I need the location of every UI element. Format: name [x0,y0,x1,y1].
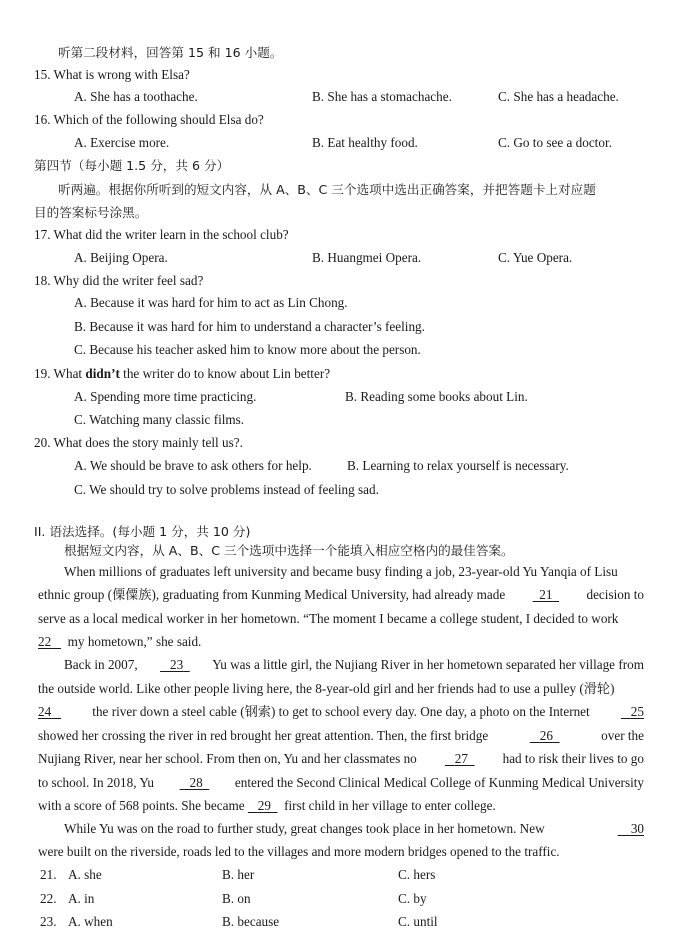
blank-23: 23 [169,657,184,672]
passage-text: entered the Second Clinical Medical College of Kunming Medical University [234,775,644,790]
q22-option-a: A. in [68,891,95,906]
q16-option-a: A. Exercise more. [74,135,170,150]
q18-option-a: A. Because it was hard for him to act as Lin Chong. [74,295,348,310]
blank-30: 30 [630,821,644,836]
part4-instruction-1: 听两遍。根据你所听到的短文内容，从 A、B、C 三个选项中选出正确答案，并把答题卡上对应题 [58,182,596,197]
q23-option-b: B. because [222,914,280,929]
q15-option-c: C. She has a headache. [498,89,619,104]
q21-option-b: B. her [222,867,255,882]
q17-option-a: A. Beijing Opera. [74,250,168,265]
q22-number: 22. [40,891,57,906]
section-note: 听第二段材料，回答第 15 和 16 小题。 [58,45,283,60]
q22-option-b: B. on [222,891,251,906]
passage-text: to school. In 2018, Yu [38,775,154,790]
passage-line-5 [64,656,644,674]
passage-text: Back in 2007, [64,657,138,672]
q21-number: 21. [40,867,57,882]
passage-line-13: were built on the riverside, roads led to the villages and more modern bridges opened to the traffic. [38,844,560,859]
q23-option-c: C. until [398,914,438,929]
question-19-stem [34,365,330,383]
passage-text: ethnic group (傈僳族), graduating from Kunming Medical University, had already made [38,587,506,602]
passage-text: the river down a steel cable (钢索) to get to school every day. One day, a photo on the Internet [92,704,590,719]
q15-option-b: B. She has a stomachache. [312,89,452,104]
passage-text: decision to [586,587,644,602]
q23-number: 23. [40,914,57,929]
q18-option-b: B. Because it was hard for him to understand a character’s feeling. [74,319,425,334]
passage-line-1 [64,563,644,581]
passage-text: While Yu was on the road to further study, great changes took place in her hometown. New [64,821,545,836]
q18-option-c: C. Because his teacher asked him to know more about the person. [74,342,421,357]
blank-29: 29 [257,798,271,813]
q19-stem-emphasis: didn’t [85,366,120,381]
passage-text: When millions of graduates left university and became busy finding a job, 23-year-old Yu Yanqia of Lisu [64,564,618,579]
blank-26: 26 [539,728,553,743]
grammar-instruction: 根据短文内容，从 A、B、C 三个选项中选择一个能填入相应空格内的最佳答案。 [64,543,514,558]
q19-stem-post: the writer do to know about Lin better? [119,366,331,381]
question-17-stem: 17. What did the writer learn in the school club? [34,227,289,242]
q19-option-a: A. Spending more time practicing. [74,389,257,404]
passage-line-10 [38,774,644,792]
q16-option-c: C. Go to see a doctor. [498,135,612,150]
q15-option-a: A. She has a toothache. [74,89,198,104]
q21-option-a: A. she [68,867,102,882]
passage-text: over the [601,728,644,743]
passage-text: Yu was a little girl, the Nujiang River in her hometown separated her village from [212,657,644,672]
question-15-stem: 15. What is wrong with Elsa? [34,67,190,82]
passage-line-12 [64,820,644,838]
q22-option-c: C. by [398,891,427,906]
part4-title: 第四节（每小题 1.5 分，共 6 分） [34,158,230,173]
passage-text: the outside world. Like other people living here, the 8-year-old girl and her friends had to use a pulley (滑轮) [38,681,615,696]
passage-line-7 [38,703,644,721]
q20-option-b: B. Learning to relax yourself is necessary. [347,458,569,473]
question-18-stem: 18. Why did the writer feel sad? [34,273,204,288]
blank-22: 22 [38,634,52,649]
passage-line-8 [38,727,644,745]
blank-28: 28 [189,775,203,790]
part4-instruction-2: 目的答案标号涂黑。 [34,205,148,220]
passage-text: Nujiang River, near her school. From then on, Yu and her classmates no [38,751,417,766]
passage-line-9 [38,750,644,768]
passage-text: with a score of 568 points. She became [38,798,245,813]
q17-option-c: C. Yue Opera. [498,250,573,265]
q16-option-b: B. Eat healthy food. [312,135,418,150]
passage-text: showed her crossing the river in red brought her great attention. Then, the first bridge [38,728,489,743]
blank-24: 24 [38,704,52,719]
blank-21: 21 [539,587,553,602]
passage-line-4 [38,633,201,651]
question-20-stem: 20. What does the story mainly tell us?. [34,435,243,450]
q20-option-a: A. We should be brave to ask others for help. [74,458,312,473]
q19-option-b: B. Reading some books about Lin. [345,389,528,404]
q19-stem-pre: 19. What [34,366,86,381]
passage-text: my hometown,” she said. [67,634,202,649]
grammar-title: II. 语法选择。(每小题 1 分，共 10 分) [34,524,251,539]
q23-option-a: A. when [68,914,113,929]
passage-line-6 [38,680,644,698]
q21-option-c: C. hers [398,867,436,882]
passage-text: serve as a local medical worker in her hometown. “The moment I became a college student, I decided to work [38,611,619,626]
q17-option-b: B. Huangmei Opera. [312,250,422,265]
blank-25: 25 [630,704,644,719]
passage-text: had to risk their lives to go [502,751,644,766]
passage-line-2 [38,586,644,604]
passage-line-3 [38,610,644,628]
q19-option-c: C. Watching many classic films. [74,412,245,427]
passage-line-11 [38,797,496,815]
question-16-stem: 16. Which of the following should Elsa do? [34,112,264,127]
q20-option-c: C. We should try to solve problems instead of feeling sad. [74,482,379,497]
blank-27: 27 [454,751,468,766]
passage-text: first child in her village to enter college. [284,798,496,813]
